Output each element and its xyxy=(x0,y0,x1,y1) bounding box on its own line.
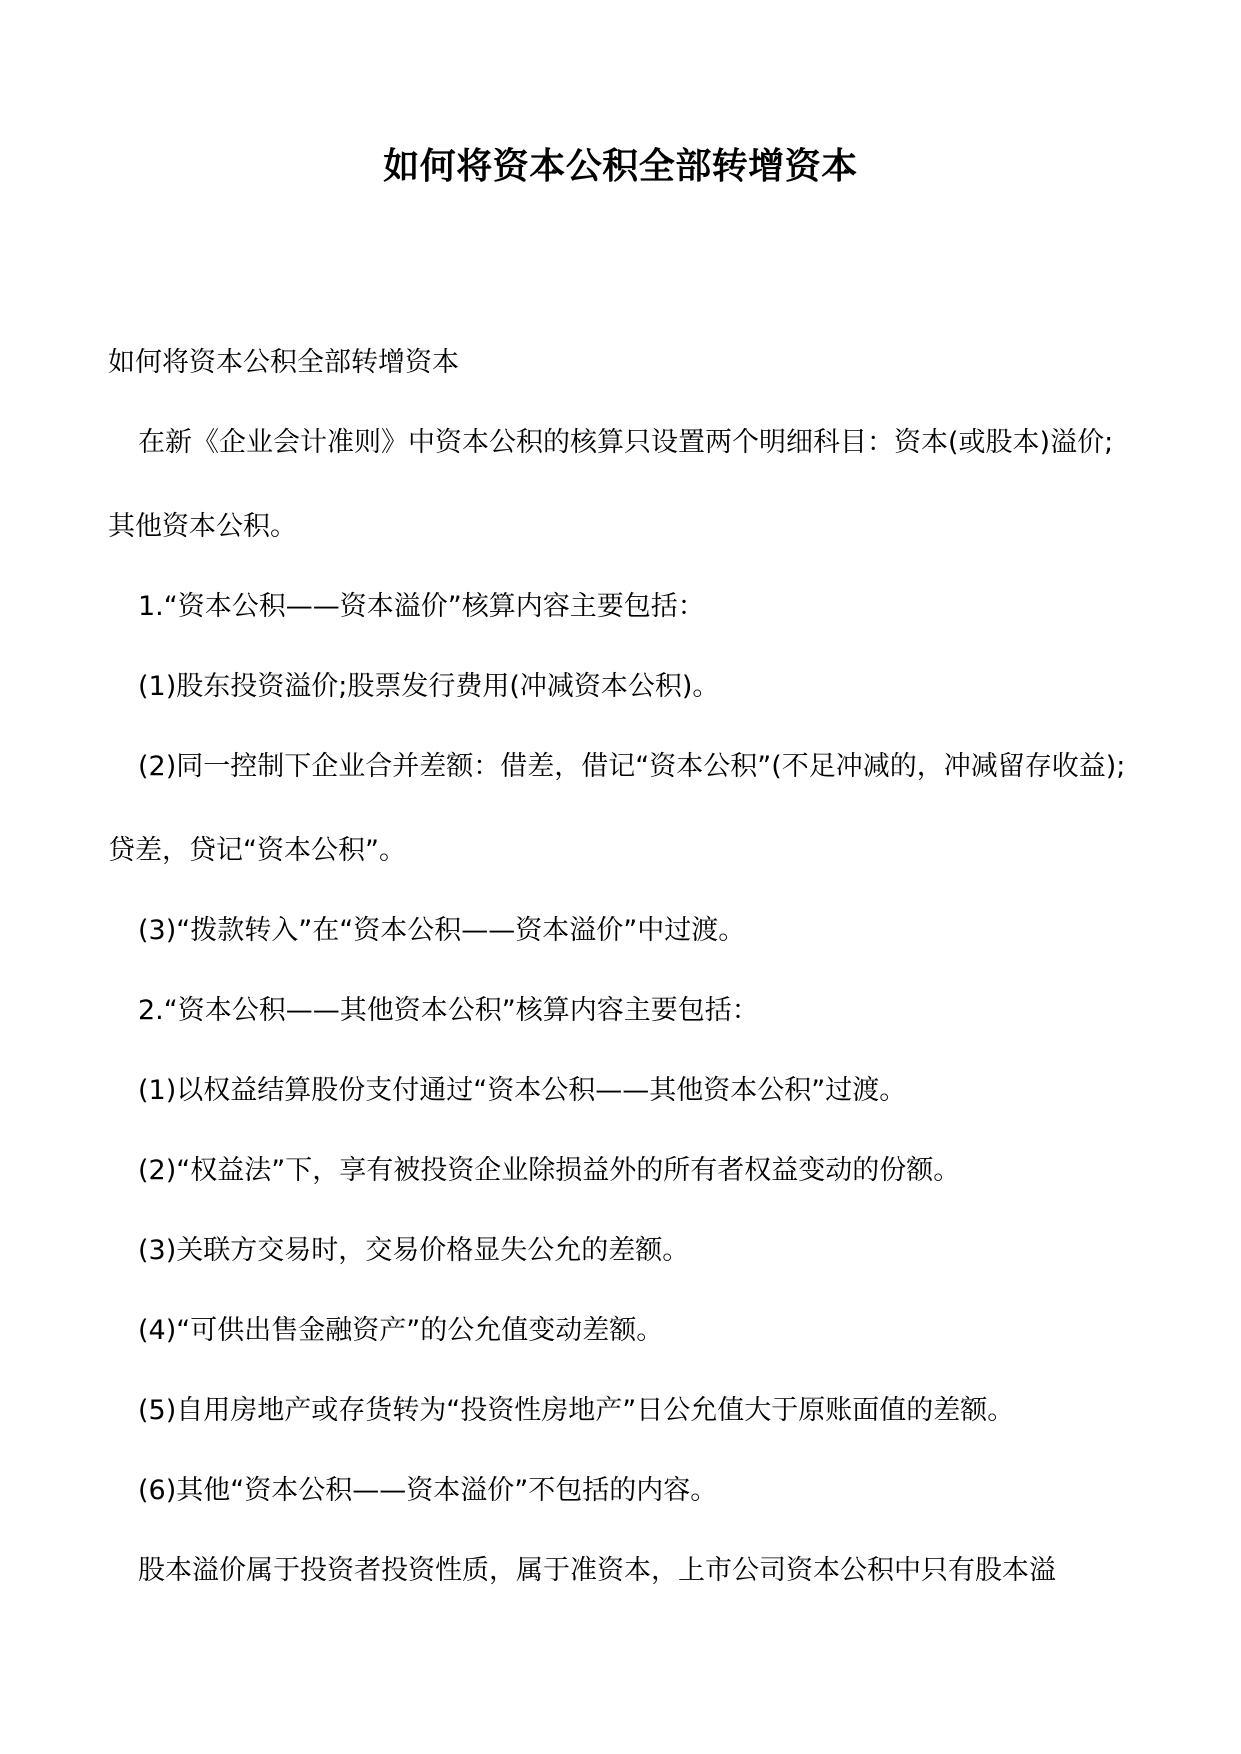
paragraph: 2.“资本公积——其他资本公积”核算内容主要包括： xyxy=(138,995,759,1026)
paragraph: (3)关联方交易时，交易价格显失公允的差额。 xyxy=(138,1235,690,1266)
paragraph: (4)“可供出售金融资产”的公允值变动差额。 xyxy=(138,1315,664,1346)
paragraph: 股本溢价属于投资者投资性质，属于准资本，上市公司资本公积中只有股本溢 xyxy=(138,1555,1056,1586)
paragraph: 如何将资本公积全部转增资本 xyxy=(108,347,459,378)
paragraph: 1.“资本公积——资本溢价”核算内容主要包括： xyxy=(138,591,705,622)
paragraph: (1)股东投资溢价;股票发行费用(冲减资本公积)。 xyxy=(138,671,720,702)
paragraph: (2)“权益法”下，享有被投资企业除损益外的所有者权益变动的份额。 xyxy=(138,1155,961,1186)
paragraph: (1)以权益结算股份支付通过“资本公积——其他资本公积”过渡。 xyxy=(138,1075,907,1106)
paragraph: 在新《企业会计准则》中资本公积的核算只设置两个明细科目：资本(或股本)溢价;其他资本公积。 xyxy=(108,427,1114,542)
paragraph: (3)“拨款转入”在“资本公积——资本溢价”中过渡。 xyxy=(138,915,746,946)
paragraph: (6)其他“资本公积——资本溢价”不包括的内容。 xyxy=(138,1475,718,1506)
document-title: 如何将资本公积全部转增资本 xyxy=(383,145,858,187)
paragraph: (2)同一控制下企业合并差额：借差，借记“资本公积”(不足冲减的，冲减留存收益);贷差，贷记“资本公积”。 xyxy=(108,751,1126,866)
document-body xyxy=(108,342,1138,1630)
paragraph: (5)自用房地产或存货转为“投资性房地产”日公允值大于原账面值的差额。 xyxy=(138,1395,1015,1426)
